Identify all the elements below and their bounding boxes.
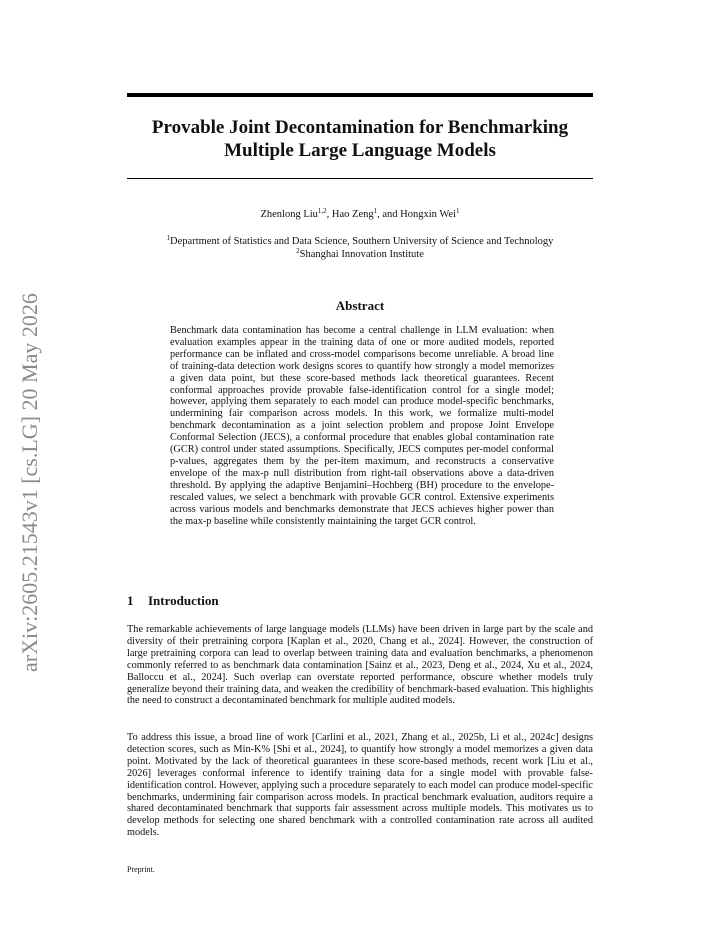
section-heading bbox=[127, 593, 593, 609]
author-name: Hao Zeng bbox=[331, 209, 374, 220]
affiliation-mark: 2 bbox=[296, 247, 300, 255]
author-name: Hongxin Wei bbox=[400, 209, 457, 220]
affiliation-text: Department of Statistics and Data Science, Southern University of Science and Technology bbox=[170, 236, 554, 247]
author-affiliation-mark: 1 bbox=[456, 207, 460, 215]
abstract-heading: Abstract bbox=[335, 298, 385, 313]
author-affiliation-mark: 1 bbox=[373, 207, 378, 215]
abstract-body: Benchmark data contamination has become a central challenge in LLM evaluation: when evaluation examples appear in the training data of one or more audited models, reported performance can be inflated and cross-model comparisons become unreliable. A broad line of training-data detection work designs scores to quantify how strongly a model memorizes a given data point, but these score-based methods lack theoretical guarantees. Recent conformal approaches provide provable false-identification control for a single model; however, applying them separately to each model can produce model-specific benchmarks, undermining fair comparison across models. In this work, we formalize multi-model benchmark decontamination as a joint selection problem and propose Joint Envelope Conformal Selection (JECS), a conformal procedure that enables global contamination rate (GCR) control under stated assumptions. Specifically, JECS computes per-model conformal p-values, aggregates them by the per-item maximum, and reconstructs a conservative envelope of the max-p null distribution from right-tail observations above a data-driven threshold. By applying the adaptive Benjamini–Hochberg (BH) procedure to the envelope-rescaled values, we select a benchmark with provable GCR control. Extensive experiments across various models and benchmarks demonstrate that JECS achieves higher power than the max-p baseline while consistently maintaining the target GCR control. bbox=[170, 325, 554, 527]
paper-title: Provable Joint Decontamination for Benchmarking Multiple Large Language Models bbox=[151, 117, 569, 161]
affiliation-line bbox=[127, 248, 593, 261]
arxiv-identifier: arXiv:2605.21543v1 [cs.LG] 20 May 2026 bbox=[17, 293, 42, 672]
section-title: Introduction bbox=[148, 593, 219, 608]
section-number: 1 bbox=[127, 593, 134, 608]
affiliation-list bbox=[127, 235, 593, 261]
intro-paragraph-1: The remarkable achievements of large language models (LLMs) have been driven in large part by the scale and diversity of their pretraining corpora [Kaplan et al., 2020, Chang et al., 2024]. However, the construction of large pretraining corpora can lead to overlap between training data and evaluation benchmarks, a phenomenon commonly referred to as benchmark data contamination [Sainz et al., 2023, Deng et al., 2024, Xu et al., 2024, Balloccu et al., 2024]. Such overlap can overstate reported performance, obscure whether models truly generalize beyond their training data, and weaken the credibility of benchmark-based evaluation. This highlights the need to construct a decontaminated benchmark for multiple audited models. bbox=[127, 624, 593, 707]
affiliation-mark: 1 bbox=[166, 234, 171, 242]
affiliation-line bbox=[127, 235, 593, 248]
title-bottom-rule bbox=[127, 178, 593, 179]
top-rule bbox=[127, 93, 593, 97]
affiliation-text: Shanghai Innovation Institute bbox=[299, 249, 424, 260]
author-name: Zhenlong Liu bbox=[260, 209, 318, 220]
intro-paragraph-2: To address this issue, a broad line of work [Carlini et al., 2021, Zhang et al., 2025b, Li et al., 2024c] designs detection scores, such as Min-K% [Shi et al., 2024], to quantify how strongly a model memorizes a given data point. Motivated by the lack of theoretical guarantees in these score-based methods, recent work [Liu et al., 2026] leverages conformal inference to identify training data for a single model with provable false-identification control. However, applying such a procedure separately to each model can produce model-specific benchmarks, undermining fair comparison across models. In practical benchmark evaluation, auditors require a shared decontaminated benchmark that supports fair assessment across multiple models. This motivates us to develop methods for selecting one shared benchmark with a controlled contamination rate across all audited models. bbox=[127, 732, 593, 839]
footer-note: Preprint. bbox=[127, 865, 155, 874]
author-list: Zhenlong Liu$^{1,2}$, Hao Zeng$^1$, and Hongxin Wei$^1$ bbox=[260, 207, 460, 220]
author-affiliation-mark: 1,2 bbox=[317, 207, 327, 215]
